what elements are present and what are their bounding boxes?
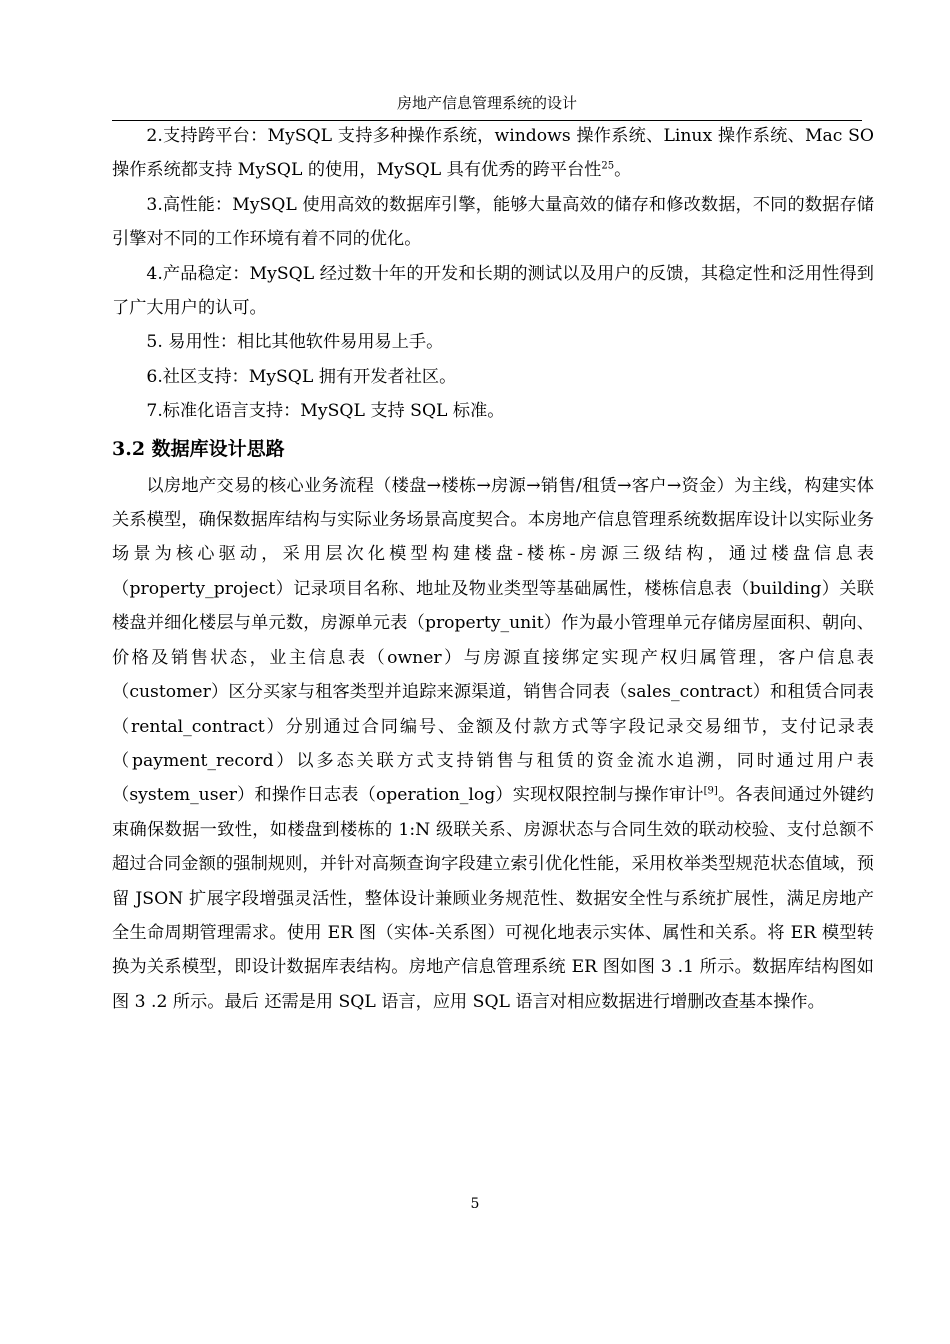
list-item-performance: 3.高性能：MySQL 使用高效的数据库引擎，能够大量高效的储存和修改数据，不同的数据存储引擎对不同的工作环境有着不同的优化。: [112, 194, 874, 250]
body-text-part1: 以房地产交易的核心业务流程（楼盘→楼栋→房源→销售/租赁→客户→资金）为主线，构建实体关系模型，确保数据库结构与实际业务场景高度契合。本房地产信息管理系统数据库设计以实际业务场景为核心驱动，采用层次化模型构建楼盘-楼栋-房源三级结构，通过楼盘信息表（property_project）记录项目名称、地址及物业类型等基础属性，楼栋信息表（building）关联楼盘并细化楼层与单元数，房源单元表（property_unit）作为最小管理单元存储房屋面积、朝向、价格及销售状态，业主信息表（owner）与房源直接绑定实现产权归属管理，客户信息表（customer）区分买家与租客类型并追踪来源渠道，销售合同表（sales_contract）和租赁合同表（rental_contract）分别通过合同编号、金额及付款方式等字段记录交易细节，支付记录表（payment_record）以多态关联方式支持销售与租赁的资金流水追溯，同时通过用户表（system_user）和操作日志表（operation_log）实现权限控制与操作审计: [112, 475, 874, 806]
citation-superscript: 25: [601, 160, 615, 172]
page-body: [112, 119, 874, 1019]
citation-superscript: [9]: [703, 785, 718, 797]
section-heading: 3.2 数据库设计思路: [112, 437, 285, 460]
section-body-paragraph: [112, 469, 874, 1020]
list-item-community: 6.社区支持：MySQL 拥有开发者社区。: [146, 366, 457, 387]
list-item-tail: 。: [614, 160, 632, 181]
header-title: 房地产信息管理系统的设计: [396, 94, 577, 112]
body-text-part2: 。各表间通过外键约束确保数据一致性，如楼盘到楼栋的 1:N 级联关系、房源状态与合同生效的联动校验、支付总额不超过合同金额的强制规则，并针对高频查询字段建立索引优化性能，采用枚举类型规范状态值域，预留 JSON 扩展字段增强灵活性，整体设计兼顾业务规范性、数据安全性与系统扩展性，满足房地产全生命周期管理需求。使用 ER 图（实体-关系图）可视化地表示实体、属性和关系。将 ER 模型转换为关系模型，即设计数据库表结构。房地产信息管理系统 ER 图如图 3 .1 所示。数据库结构图如图 3 .2 所示。最后 还需是用 SQL 语言，应用 SQL 语言对相应数据进行增删改查基本操作。: [112, 785, 874, 1012]
list-item-text: 2.支持跨平台：MySQL 支持多种操作系统，windows 操作系统、Linux 操作系统、Mac SO 操作系统都支持 MySQL 的使用，MySQL 具有优秀的跨平台性: [112, 126, 874, 181]
list-item-usability: 5. 易用性：相比其他软件易用易上手。: [146, 332, 444, 353]
page-number: 5: [470, 1196, 480, 1212]
running-header: [112, 92, 862, 121]
list-item-standard-sql: 7.标准化语言支持：MySQL 支持 SQL 标准。: [146, 401, 505, 422]
list-item-cross-platform: [112, 119, 874, 188]
list-item-stability: 4.产品稳定：MySQL 经过数十年的开发和长期的测试以及用户的反馈，其稳定性和泛用性得到了广大用户的认可。: [112, 263, 874, 319]
